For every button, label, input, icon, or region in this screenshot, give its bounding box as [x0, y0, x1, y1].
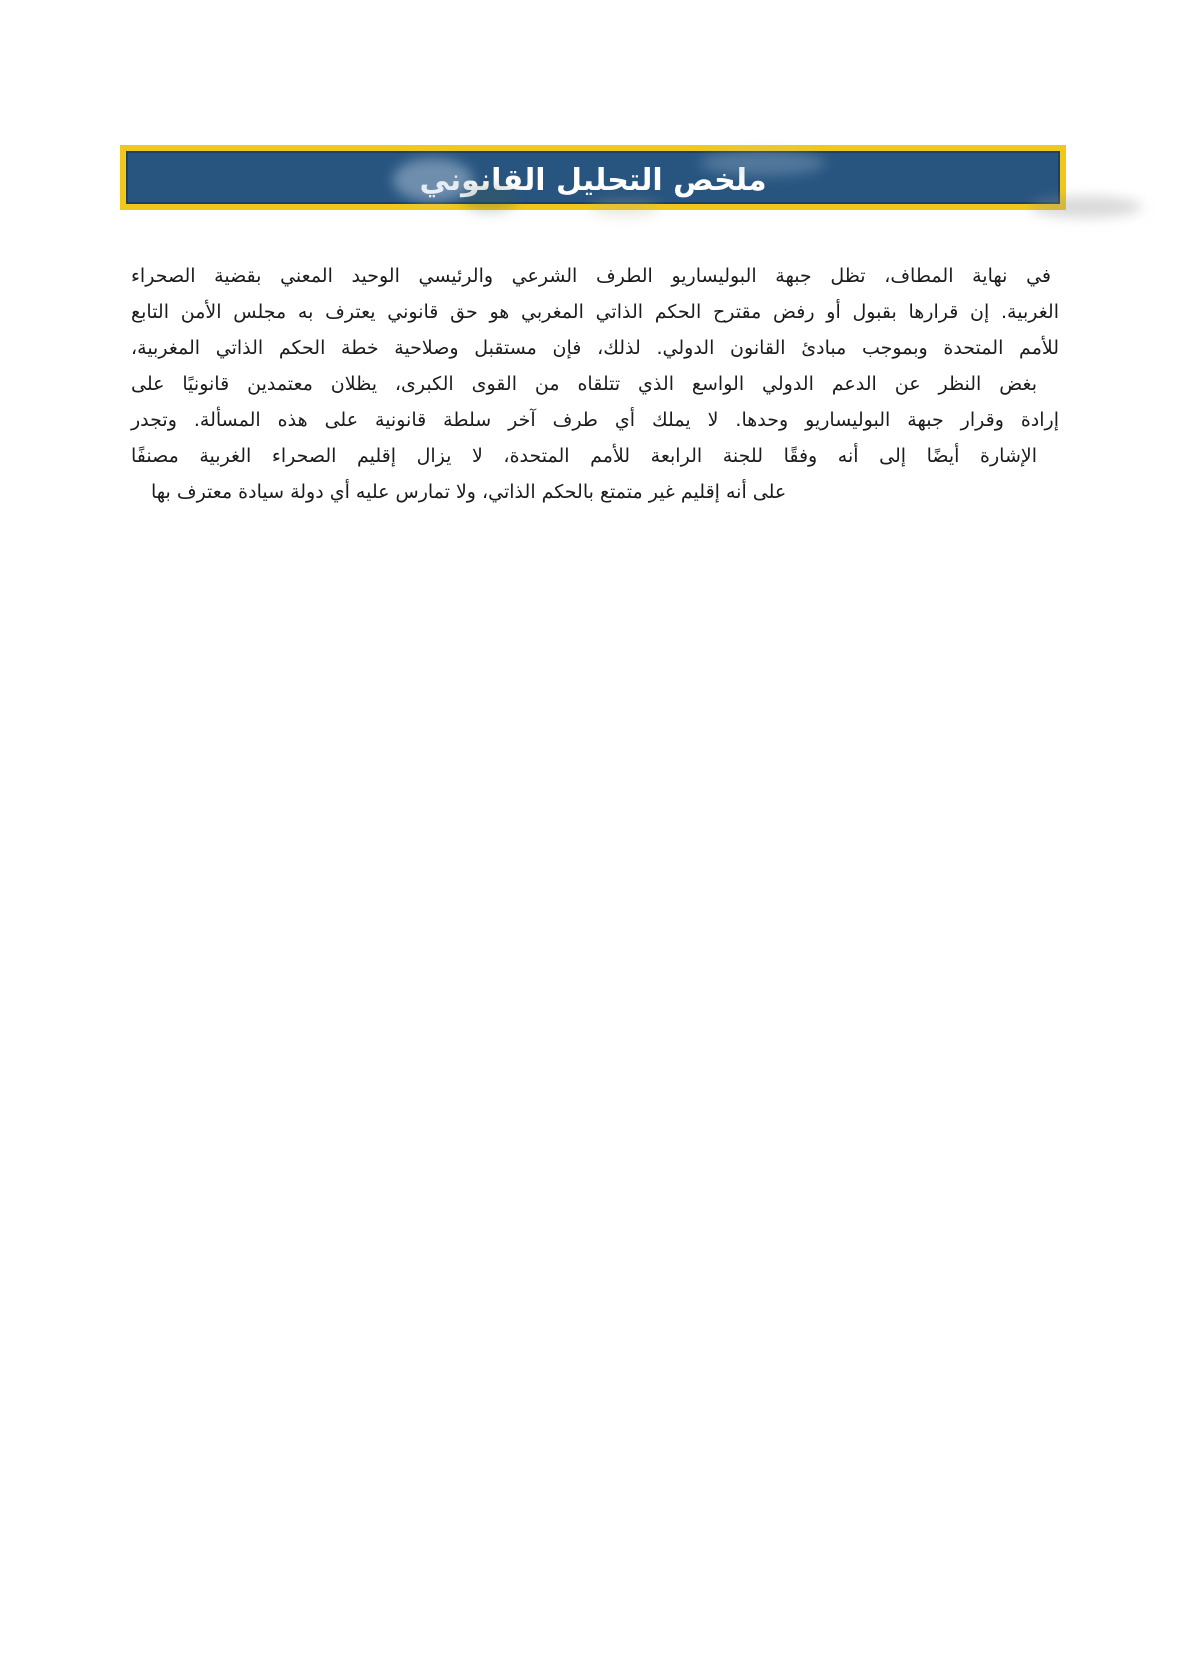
legal-analysis-paragraph — [131, 258, 1059, 510]
paragraph-line: الإشارة أيضًا إلى أنه وفقًا للجنة الرابعة للأمم المتحدة، لا يزال إقليم الصحراء الغربية مصنفًا — [131, 445, 1037, 467]
paragraph-line: إرادة وقرار جبهة البوليساريو وحدها. لا يملك أي طرف آخر سلطة قانونية على هذه المسألة. وتجدر — [131, 409, 1059, 431]
paragraph-line: للأمم المتحدة وبموجب مبادئ القانون الدولي. لذلك، فإن مستقبل وصلاحية خطة الحكم الذاتي المغربية، — [131, 337, 1059, 359]
paragraph-line: الغربية. إن قرارها بقبول أو رفض مقترح الحكم الذاتي المغربي هو حق قانوني يعترف به مجلس الأمن التابع — [131, 301, 1059, 323]
paragraph-line: في نهاية المطاف، تظل جبهة البوليساريو الطرف الشرعي والرئيسي الوحيد المعني بقضية الصحراء — [131, 265, 1051, 287]
page-title: ملخص التحليل القانوني — [419, 163, 767, 198]
section-header-banner — [120, 145, 1066, 210]
paragraph-line: على أنه إقليم غير متمتع بالحكم الذاتي، ولا تمارس عليه أي دولة سيادة معترف بها — [151, 481, 787, 503]
paragraph-line: بغض النظر عن الدعم الدولي الواسع الذي تتلقاه من القوى الكبرى، يظلان معتمدين قانونيًا على — [131, 373, 1037, 395]
